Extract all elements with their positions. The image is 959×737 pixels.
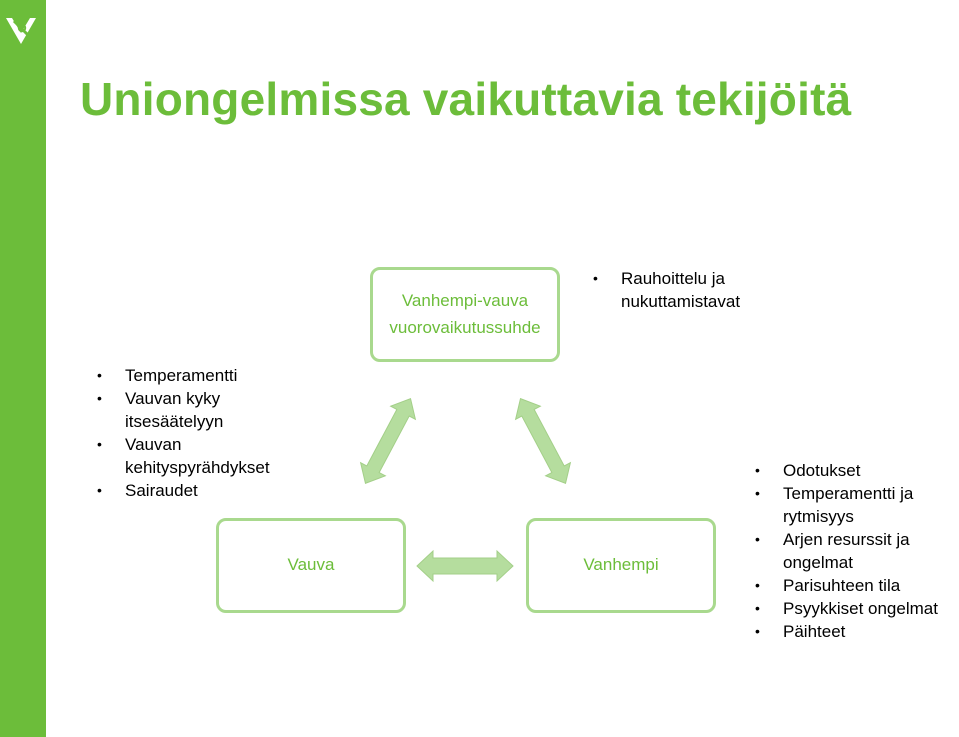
node-vanhempi-label: Vanhempi	[583, 555, 659, 575]
list-vanhempi-factors	[755, 459, 959, 643]
arrow-vauva-to-vanhempi	[417, 551, 513, 581]
list-vauva-factors	[97, 364, 312, 502]
arrow-interaction-to-vanhempi	[508, 392, 578, 490]
list-item: • Vauvan kehityspyrähdykset	[97, 433, 312, 479]
node-vanhempi	[526, 518, 716, 613]
list-item: • Odotukset	[755, 459, 959, 482]
node-interaction-line2: vuorovaikutussuhde	[389, 317, 541, 337]
node-interaction-line1: Vanhempi-vauva	[401, 291, 529, 311]
list-item: • Sairaudet	[97, 479, 312, 502]
node-vauva-label: Vauva	[287, 555, 335, 575]
node-vauva	[216, 518, 406, 613]
list-item: • Vauvan kyky itsesäätelyyn	[97, 387, 312, 433]
list-interaction-factors	[593, 267, 793, 313]
list-item: • Rauhoittelu ja nukuttamistavat	[593, 267, 793, 313]
arrow-vauva-to-interaction	[353, 392, 423, 490]
list-item: • Temperamentti ja rytmisyys	[755, 482, 959, 528]
list-item: • Parisuhteen tila	[755, 574, 959, 597]
list-item: • Päihteet	[755, 620, 959, 643]
list-item: • Arjen resurssit ja ongelmat	[755, 528, 959, 574]
node-interaction	[370, 267, 560, 362]
page-title: Uniongelmissa vaikuttavia tekijöitä	[80, 73, 852, 125]
list-item: • Psyykkiset ongelmat	[755, 597, 959, 620]
list-item: • Temperamentti	[97, 364, 312, 387]
